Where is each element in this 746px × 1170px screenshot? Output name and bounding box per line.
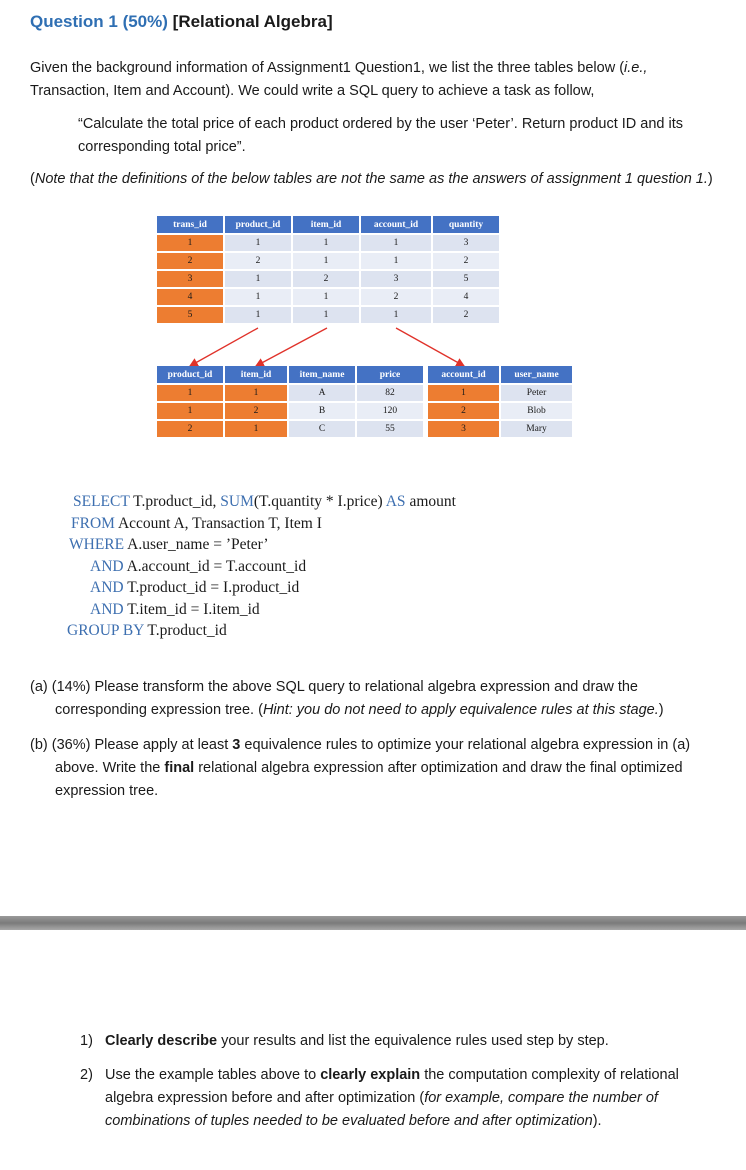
account-table [426,366,574,439]
table-row [157,421,423,439]
list-item: 2) Use the example tables above to clearly explain the computation complexity of relational algebra expression before and after optimization (for example, compare the number of combinations of tuples needed to be evaluated before and after optimization). [80,1067,679,1129]
question-topic: [Relational Algebra] [172,12,333,31]
table-cell: 1 [225,385,287,403]
col-header: item_id [225,366,287,385]
table-cell: 1 [361,235,431,253]
table-cell: 82 [357,385,423,403]
col-header: product_id [225,216,291,235]
table-cell: 1 [293,307,359,325]
sql-group-line: GROUP BY T.product_id [67,622,227,639]
question-a: (a) (14%) Please transform the above SQL query to relational algebra expression and draw the corresponding expression tree. (Hint: you do not need to apply equivalence rules at this stage.) [30,679,664,718]
table-cell: 1 [361,307,431,325]
sql-and-line: AND T.item_id = I.item_id [90,600,260,618]
sql-and-line: AND A.account_id = T.account_id [90,557,307,575]
table-cell: 2 [225,403,287,421]
table-cell: 1 [225,307,291,325]
table-cell: 55 [357,421,423,439]
col-header: trans_id [157,216,223,235]
table-cell: 2 [157,421,223,439]
table-cell: 3 [428,421,499,439]
sql-and-line: AND T.product_id = I.product_id [90,579,300,596]
table-cell: A [289,385,355,403]
col-header: user_name [501,366,572,385]
sql-from-line: FROM Account A, Transaction T, Item I [71,514,322,532]
task-quote: “Calculate the total price of each product ordered by the user ‘Peter’. Return product ID and its corresponding total price”. [78,116,684,155]
table-cell: 1 [225,271,291,289]
table-cell: 1 [157,385,223,403]
intro-paragraph: Given the background information of Assignment1 Question1, we list the three tables below (i.e., Transaction, Item and Account). We could write a SQL query to achieve a task as follow, [30,60,648,99]
table-cell: 1 [361,253,431,271]
link-product-line [190,328,258,366]
col-header: account_id [428,366,499,385]
note-paragraph: (Note that the definitions of the below tables are not the same as the answers of assignment 1 question 1.) [30,171,713,187]
question-b: (b) (36%) Please apply at least 3 equivalence rules to optimize your relational algebra expression in (a) above. Write the final relational algebra expression after optimization and draw the final optimized expression tree. [30,737,691,799]
table-cell: 3 [361,271,431,289]
page-divider [0,916,746,930]
sql-query [66,491,456,642]
table-cell: 1 [225,235,291,253]
table-row [428,421,572,439]
question-number: Question 1 (50%) [30,12,168,31]
col-header: item_id [293,216,359,235]
sql-where-line: WHERE A.user_name = ’Peter’ [69,536,269,553]
col-header: product_id [157,366,223,385]
table-cell: 2 [157,253,223,271]
table-cell: 4 [433,289,499,307]
table-cell: 1 [428,385,499,403]
table-cell: 1 [293,289,359,307]
table-row [157,385,423,403]
table-cell: 2 [433,307,499,325]
table-cell: 3 [433,235,499,253]
table-row [157,403,423,421]
sql-select-line: SELECT T.product_id, SUM(T.quantity * I.price) AS amount [73,493,456,510]
table-cell: Peter [501,385,572,403]
table-row [428,385,572,403]
table-cell: 5 [433,271,499,289]
table-cell: 1 [157,235,223,253]
table-cell: 1 [157,403,223,421]
col-header: account_id [361,216,431,235]
table-cell: 1 [225,289,291,307]
table-cell: B [289,403,355,421]
table-cell: 2 [428,403,499,421]
table-cell: Blob [501,403,572,421]
table-cell: 120 [357,403,423,421]
table-cell: 2 [361,289,431,307]
item-table [155,366,425,439]
table-row [428,403,572,421]
table-cell: 2 [433,253,499,271]
col-header: item_name [289,366,355,385]
table-cell: Mary [501,421,572,439]
list-item: 1) Clearly describe your results and list the equivalence rules used step by step. [80,1033,609,1049]
col-header: quantity [433,216,499,235]
table-cell: 1 [293,253,359,271]
table-cell: 1 [225,421,287,439]
col-header: price [357,366,423,385]
table-cell: 4 [157,289,223,307]
link-account-line [396,328,464,366]
table-cell: 1 [293,235,359,253]
table-cell: C [289,421,355,439]
link-item-line [256,328,327,366]
table-cell: 3 [157,271,223,289]
table-cell: 2 [293,271,359,289]
table-cell: 5 [157,307,223,325]
table-cell: 2 [225,253,291,271]
